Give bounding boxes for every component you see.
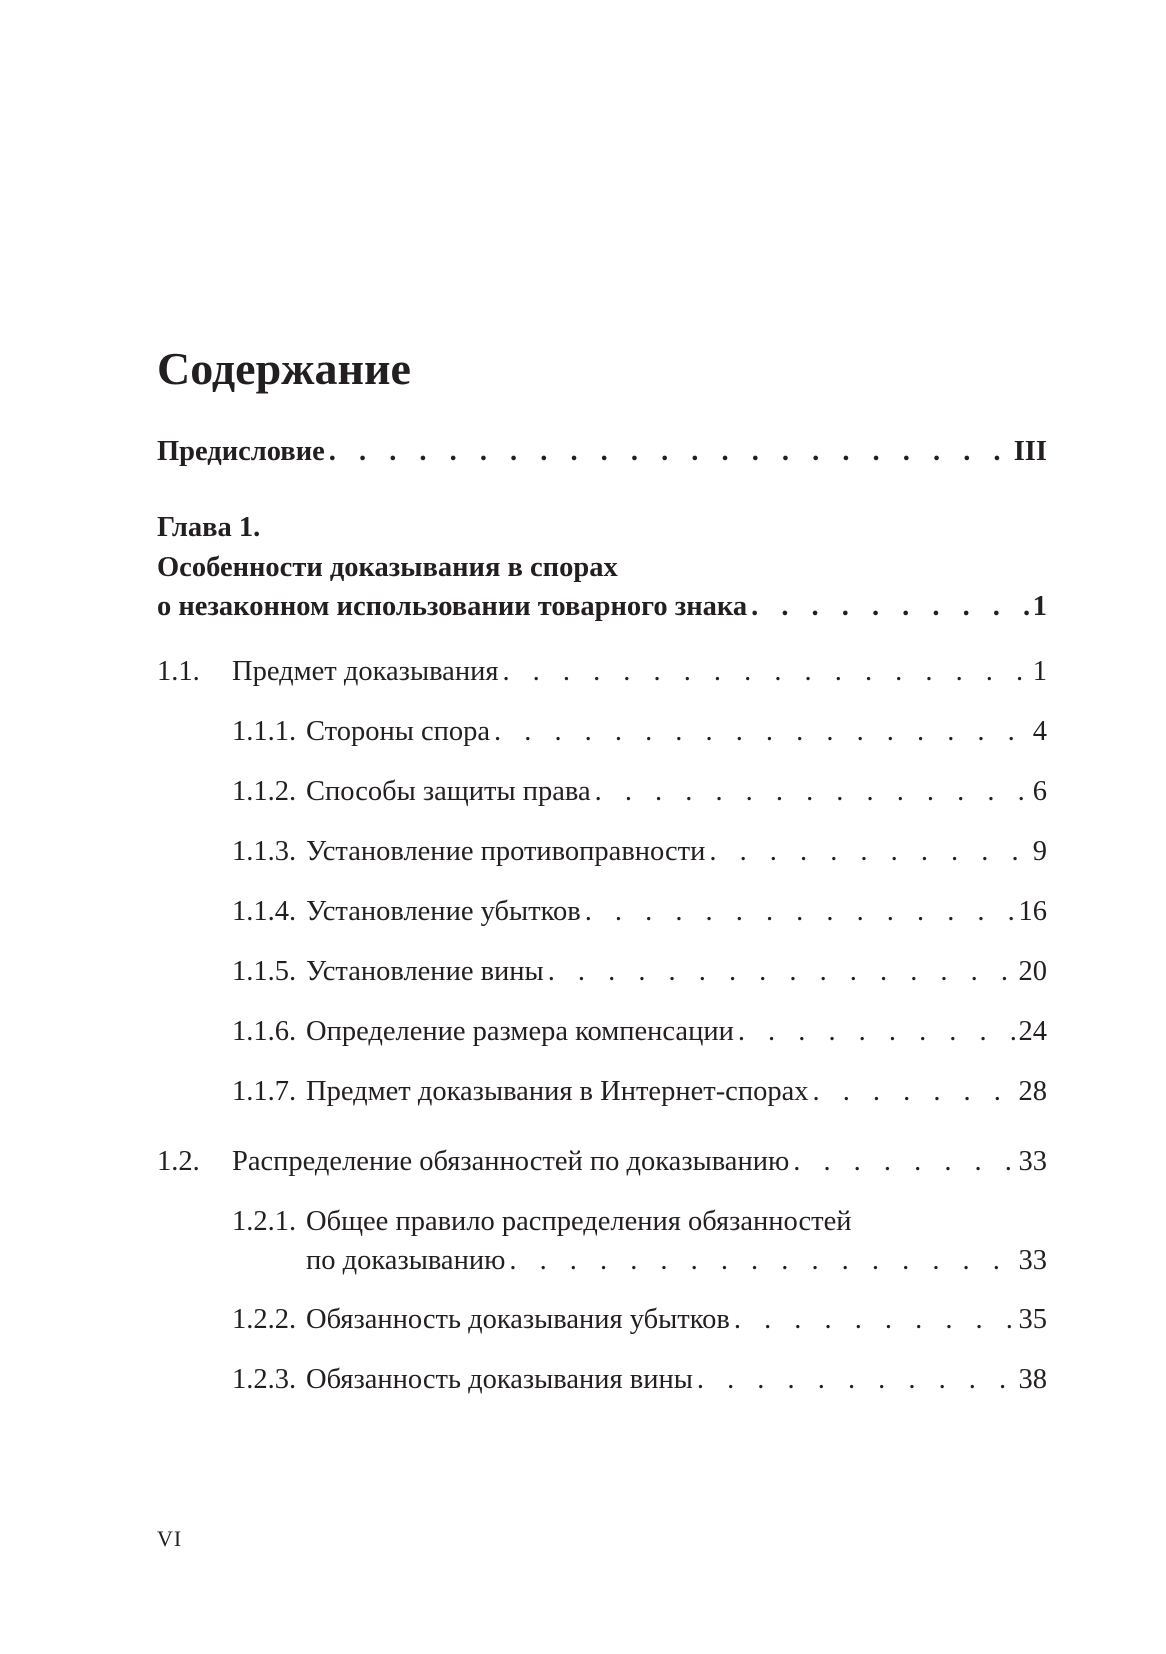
toc-entry-label-line-2: по доказыванию — [306, 1244, 506, 1276]
toc-entry-1-1-7[interactable] — [157, 1078, 1047, 1107]
leader-dots — [793, 1148, 1014, 1177]
toc-entry-1-1-6[interactable] — [157, 1018, 1047, 1047]
toc-entry-label: Обязанность доказывания вины — [306, 1364, 693, 1395]
toc-entry-1-1-1[interactable] — [157, 718, 1047, 747]
chapter-heading: Глава 1. — [157, 512, 261, 543]
section-number: 1.1. — [157, 656, 200, 687]
leader-dots — [494, 718, 1029, 747]
leader-dots — [502, 658, 1028, 687]
leader-dots — [812, 1078, 1014, 1107]
toc-entry-label: Установление вины — [306, 956, 544, 987]
leader-dots — [595, 778, 1029, 807]
toc-entry-page: 16 — [1018, 896, 1047, 927]
leader-dots — [585, 898, 1015, 927]
toc-page — [157, 0, 1047, 1654]
section-number: 1.1.5. — [232, 956, 297, 987]
toc-entry-page: 1 — [1032, 656, 1047, 687]
toc-entry-label: Установление противоправности — [306, 836, 706, 867]
toc-entry-1-1-5[interactable] — [157, 958, 1047, 987]
leader-dots — [738, 1018, 1015, 1047]
toc-entry-page: 1 — [1032, 591, 1047, 622]
toc-entry-page: 24 — [1018, 1016, 1047, 1047]
toc-entry-page: 4 — [1032, 716, 1047, 747]
toc-entry-label: Определение размера компенсации — [306, 1016, 734, 1047]
toc-entry-label: Предмет доказывания в Интернет-спорах — [306, 1076, 809, 1107]
page-folio: VI — [157, 1526, 183, 1551]
section-number: 1.1.6. — [232, 1016, 297, 1047]
toc-entry-page: 33 — [1018, 1244, 1047, 1276]
page-title: Содержание — [157, 343, 411, 394]
toc-entry-preface[interactable] — [157, 438, 1047, 467]
toc-entry-label: Предисловие — [157, 436, 325, 467]
section-number: 1.1.2. — [232, 776, 297, 807]
section-number: 1.1.4. — [232, 896, 297, 927]
section-number: 1.2.3. — [232, 1364, 297, 1395]
toc-entry-label: Стороны спора — [306, 716, 491, 747]
toc-entry-label: Предмет доказывания — [232, 656, 499, 687]
section-number: 1.2. — [157, 1146, 200, 1177]
section-number: 1.1.7. — [232, 1076, 297, 1107]
toc-entry-1-2-2[interactable] — [157, 1306, 1047, 1335]
toc-entry-page: 28 — [1018, 1076, 1047, 1107]
section-number: 1.2.1. — [232, 1206, 297, 1237]
leader-dots — [697, 1366, 1015, 1395]
leader-dots — [751, 593, 1029, 622]
leader-dots — [509, 1247, 1014, 1276]
toc-entry-page: 6 — [1032, 776, 1047, 807]
toc-entry-label-line-1: Общее правило распределения обязанностей — [306, 1206, 852, 1237]
leader-dots — [734, 1306, 1015, 1335]
toc-entry-page: 20 — [1018, 956, 1047, 987]
leader-dots — [329, 438, 1010, 467]
toc-entry-1-2-1[interactable] — [157, 1208, 1047, 1275]
section-number: 1.2.2. — [232, 1304, 297, 1335]
toc-entry-label: Способы защиты права — [306, 776, 591, 807]
toc-entry-label: Установление убытков — [306, 896, 581, 927]
toc-entry-page: 38 — [1018, 1364, 1047, 1395]
section-number: 1.1.3. — [232, 836, 297, 867]
toc-entry-1-2[interactable] — [157, 1148, 1047, 1177]
section-number: 1.1.1. — [232, 716, 297, 747]
toc-entry-page: 35 — [1018, 1304, 1047, 1335]
toc-entry-1-2-3[interactable] — [157, 1366, 1047, 1395]
chapter-title-line-2: о незаконном использовании товарного знака — [157, 591, 748, 622]
toc-entry-1-1-2[interactable] — [157, 778, 1047, 807]
toc-entry-page: 33 — [1018, 1146, 1047, 1177]
leader-dots — [709, 838, 1028, 867]
chapter-title-line-1: Особенности доказывания в спорах — [157, 551, 618, 583]
toc-entry-1-1-4[interactable] — [157, 898, 1047, 927]
toc-entry-chapter-1[interactable] — [157, 514, 1047, 622]
toc-entry-page: III — [1013, 436, 1047, 467]
toc-entry-label: Обязанность доказывания убытков — [306, 1304, 730, 1335]
toc-entry-1-1-3[interactable] — [157, 838, 1047, 867]
toc-entry-label: Распределение обязанностей по доказыванию — [232, 1146, 790, 1177]
toc-entry-page: 9 — [1032, 836, 1047, 867]
leader-dots — [548, 958, 1015, 987]
toc-entry-1-1[interactable] — [157, 658, 1047, 687]
